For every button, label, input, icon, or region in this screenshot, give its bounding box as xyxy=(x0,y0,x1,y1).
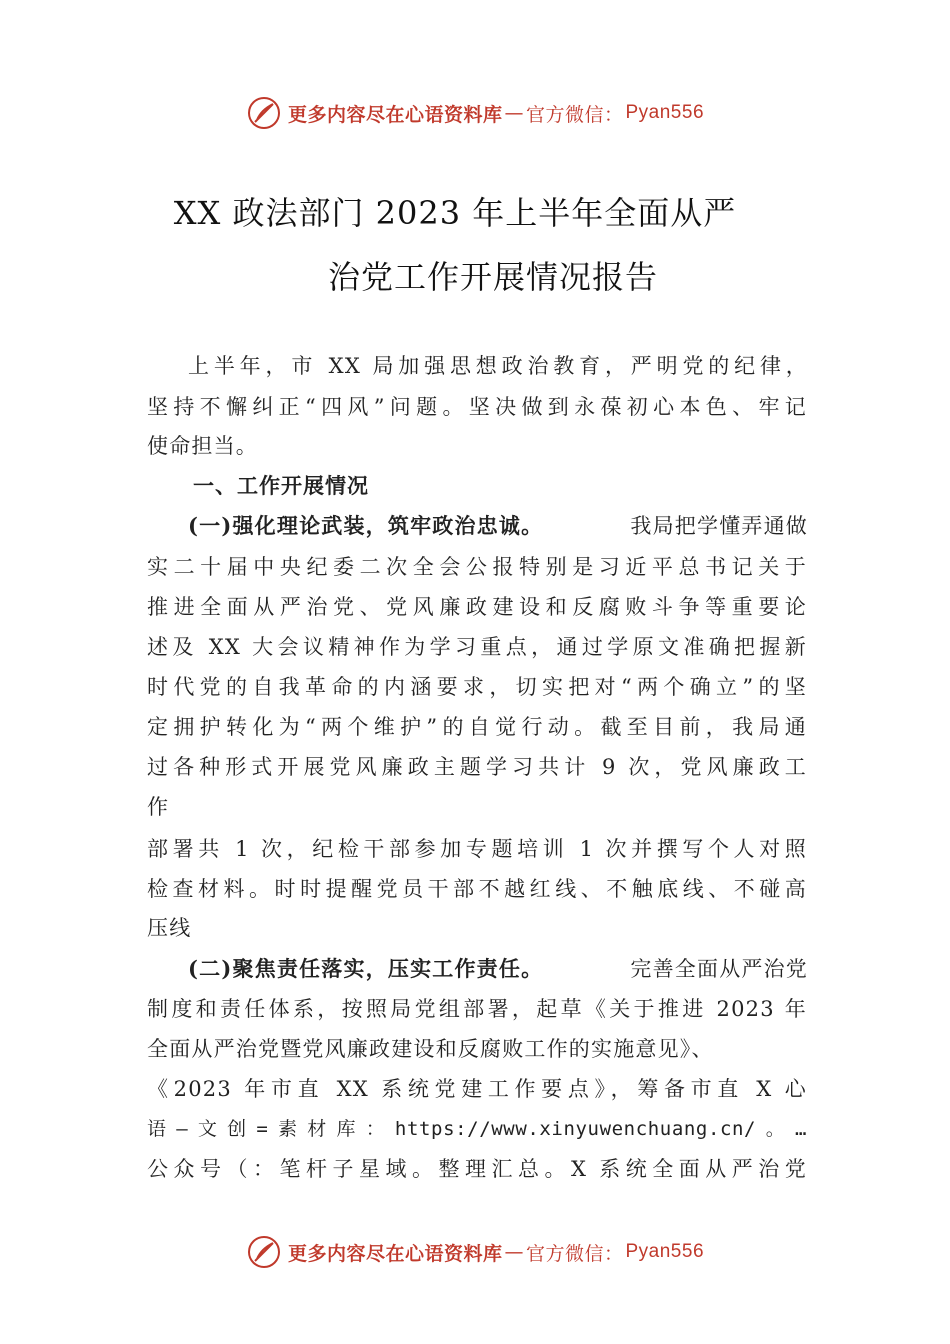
paragraph-line: 制度和责任体系，按照局党组部署，起草《关于推进 2023 年 xyxy=(147,997,807,1021)
paragraph-line: 《2023 年市直 XX 系统党建工作要点》，筹备市直 X 心 xyxy=(147,1077,807,1101)
paragraph-line: 公众号（：笔杆子星域。整理汇总。X 系统全面从严治党 xyxy=(147,1157,807,1181)
quill-logo-icon xyxy=(246,95,282,131)
document-title-line-2: 治党工作开展情况报告 xyxy=(327,258,658,296)
paragraph-line: 作 xyxy=(147,795,170,819)
paragraph-line xyxy=(188,955,808,983)
paragraph-line: 定拥护转化为“两个维护”的自觉行动。截至目前，我局通 xyxy=(147,715,807,739)
paragraph-line: 实二十届中央纪委二次全会公报特别是习近平总书记关于 xyxy=(147,555,807,579)
paragraph-line: 全面从严治党暨党风廉政建设和反腐败工作的实施意见》、 xyxy=(147,1037,714,1061)
quill-logo-icon xyxy=(246,1234,282,1270)
paragraph-line: 时代党的自我革命的内涵要求，切实把对“两个确立”的坚 xyxy=(147,675,807,699)
banner-main-text: 更多内容尽在心语资料库 xyxy=(287,1242,503,1265)
paragraph-line: 部署共 1 次，纪检干部参加专题培训 1 次并撰写个人对照 xyxy=(147,837,807,861)
paragraph-line: 使命担当。 xyxy=(147,434,258,458)
paragraph-line: 上半年，市 XX 局加强思想政治教育，严明党的纪律， xyxy=(188,354,808,378)
document-title-line-1: XX 政法部门 2023 年上半年全面从严 xyxy=(173,194,737,232)
paragraph-line xyxy=(188,512,808,540)
section-heading: 一、工作开展情况 xyxy=(193,474,369,498)
footer-watermark-banner xyxy=(0,1232,950,1272)
paragraph-line: 推进全面从严治党、党风廉政建设和反腐败斗争等重要论 xyxy=(147,595,807,619)
paragraph-line: 压线 xyxy=(147,916,192,940)
subheading-2: (二)聚焦责任落实，压实工作责任。 xyxy=(188,956,544,981)
paragraph-line: 语—文创=素材库：https://www.xinyuwenchuang.cn/。… xyxy=(147,1118,807,1140)
paragraph-line: 述及 XX 大会议精神作为学习重点，通过学原文准确把握新 xyxy=(147,635,807,659)
banner-main-text: 更多内容尽在心语资料库 xyxy=(287,103,503,126)
banner-sub-text: 官方微信： xyxy=(525,103,624,126)
subheading-1: (一)强化理论武装，筑牢政治忠诚。 xyxy=(188,513,544,538)
banner-sub-text: 官方微信： xyxy=(525,1242,624,1265)
paragraph-line: 坚持不懈纠正“四风”问题。坚决做到永葆初心本色、牢记 xyxy=(147,395,807,419)
paragraph-line: 过各种形式开展党风廉政主题学习共计 9 次，党风廉政工 xyxy=(147,755,807,779)
paragraph-line: 检查材料。时时提醒党员干部不越红线、不触底线、不碰高 xyxy=(147,877,807,901)
paragraph-text: 我局把学懂弄通做 xyxy=(630,514,808,538)
banner-wechat-id: Pyan556 xyxy=(625,1241,705,1262)
paragraph-text: 完善全面从严治党 xyxy=(630,957,808,981)
header-watermark-banner xyxy=(0,93,950,133)
banner-separator: — xyxy=(504,1241,524,1263)
banner-wechat-id: Pyan556 xyxy=(625,102,705,123)
banner-separator: — xyxy=(504,102,524,124)
